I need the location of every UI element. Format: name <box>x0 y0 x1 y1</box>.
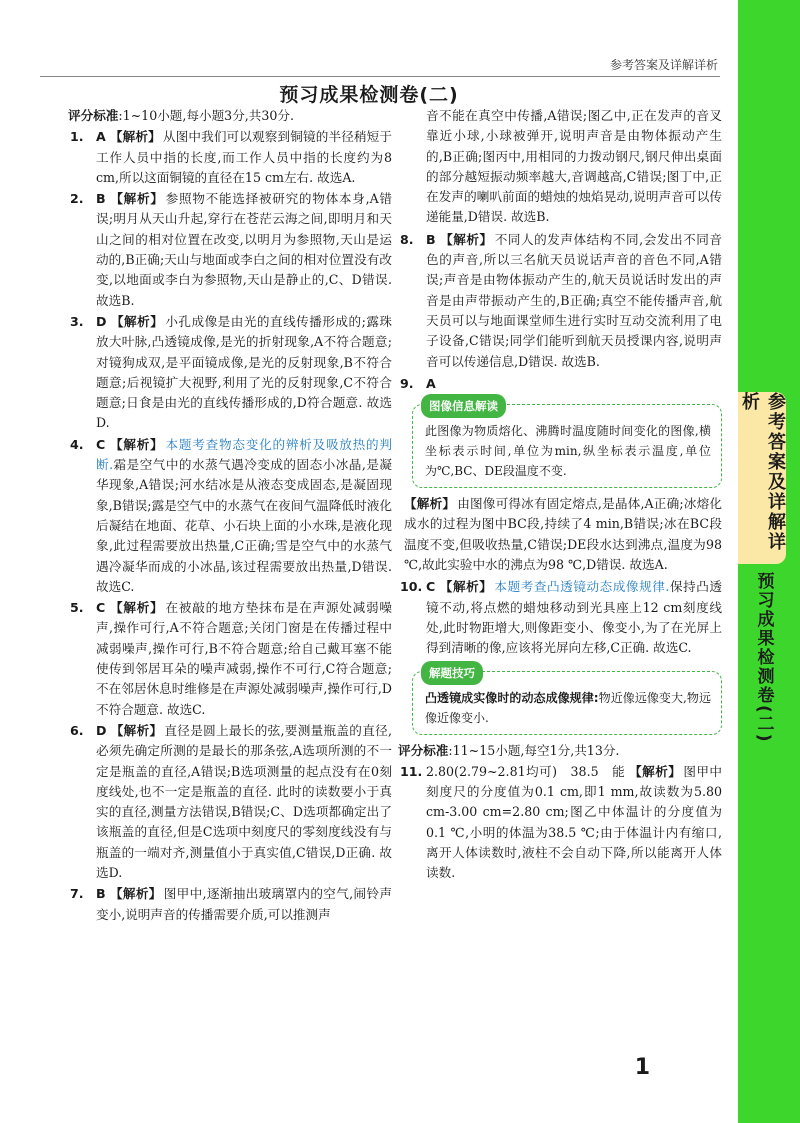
answer-item-9-analysis: 【解析】 由图像可得冰有固定熔点,是晶体,A正确;冰熔化成水的过程为图中BC段,持续了4 min,B错误;冰在BC段温度不变,但吸收热量,C错误;DE段水达到沸点,温度为98 ℃,故此实验中水的沸点为98 ℃,D错误. 故选A. <box>404 496 722 573</box>
answer-item-5: 5. C 【解析】 在被敲的地方垫抹布是在声源处减弱噪声,操作可行,A不符合题意;关闭门窗是在传播过程中减弱噪声,操作可行,B不符合题意;给自己戴耳塞不能使传到邻居耳朵的噪声减弱,操作不可行,C符合题意;不在邻居休息时维修是在声源处减弱噪声,操作可行,D不符合题意. 故选C. <box>70 600 393 717</box>
topic-highlight: 本题考查物态变化的辨析及吸放热的判断. <box>96 436 393 473</box>
answer-item-7: 7. B 【解析】 图甲中,逐渐抽出玻璃罩内的空气,闹铃声变小,说明声音的传播需要介质,可以推测声 <box>70 886 392 922</box>
topic-highlight: 本题考查凸透镜动态成像规律. <box>494 579 670 595</box>
side-subtitle: 预习成果检测卷(二) <box>753 572 774 744</box>
header-title: 参考答案及详解详析 <box>609 58 718 72</box>
right-column <box>398 106 723 884</box>
tip-bold: 凸透镜成实像时的动态成像规律: <box>425 690 599 705</box>
answer-item-4: 4. C 【解析】 本题考查物态变化的辨析及吸放热的判断.霜是空气中的水蒸气遇冷变成的固态小冰晶,是凝华现象,A错误;河水结冰是从液态变成固态,是凝固现象,B错误;露是空气中的水蒸气在夜间气温降低时液化后凝结在地面、花草、小石块上面的小水珠,是液化现象,此过程需要放出热量,C正确;雪是空气中的水蒸气遇冷凝华而成的小冰晶,该过程需要放出热量,D错误. 故选C. <box>70 436 393 594</box>
answer-item-2: 2. B 【解析】 参照物不能选择被研究的物体本身,A错误;明月从天山升起,穿行在苍茫云海之间,即明月和天山之间的相对位置在改变,以明月为参照物,天山是运动的,B正确;天山与地面或李白之间的相对位置没有改变,以地面或李白为参照物,天山是静止的,C、D错误. 故选B. <box>70 191 392 308</box>
tip-label: 解题技巧 <box>421 661 483 685</box>
image-info-box <box>412 399 722 488</box>
header-divider <box>40 76 720 77</box>
scoring-standard-2: 评分标准:11~15小题,每空1分,共13分. <box>398 742 620 758</box>
page-number: 1 <box>634 1055 650 1080</box>
answer-item-7-continued: 音不能在真空中传播,A错误;图乙中,正在发声的音叉靠近小球,小球被弹开,说明声音是由物体振动产生的,B正确;图丙中,用相同的力拨动钢尺,钢尺伸出桌面的部分越短振动频率越大,音调越高,C错误;图丁中,正在发声的喇叭前面的蜡烛的烛焰晃动,说明声音可以传递能量,D错误. 故选B. <box>426 108 722 225</box>
image-info-text: 此图像为物质熔化、沸腾时温度随时间变化的图像,横坐标表示时间,单位为min,纵坐标表示温度,单位为℃,BC、DE段温度不变. <box>425 424 711 479</box>
image-info-label: 图像信息解读 <box>421 394 506 418</box>
scoring-standard-1: 评分标准:1~10小题,每小题3分,共30分. <box>68 108 295 123</box>
answer-item-8: 8. B 【解析】 不同人的发声体结构不同,会发出不同音色的声音,所以三名航天员说话声音的音色不同,A错误;声音是由物体振动产生的,航天员说话时发出的声音是由声带振动产生的,B正确;真空不能传播声音,航天员可以与地面课堂师生进行实时互动交流利用了电子设备,C错误;同学们能听到航天员授课内容,说明声音可以传递信息,D错误. 故选B. <box>400 231 723 369</box>
answer-item-11: 11. 2.80(2.79~2.81均可) 38.5 能 【解析】 图甲中刻度尺的分度值为0.1 cm,即1 mm,故读数为5.80 cm-3.00 cm=2.80 cm;图乙中体温计的分度值为0.1 ℃,小明的体温为38.5 ℃;由于体温计内有缩口,离开人体读数时,液柱不会自动下降,所以能离开人体读数. <box>400 763 723 881</box>
tip-text: 物近像远像变大,物远像近像变小. <box>425 690 711 725</box>
answer-item-6: 6. D 【解析】 直径是圆上最长的弦,要测量瓶盖的直径,必须先确定所测的是最长的那条弦,A选项所测的不一定是瓶盖的直径,A错误;B选项测量的起点没有在0刻度线处,也不一定是瓶盖的直径. 此时的读数要小于真实的直径,测量方法错误,B错误;C、D选项都确定出了该瓶盖的直径,但是C选项中刻度尺的零刻度线没有与瓶盖的一端对齐,测量值小于真实值,C错误,D正确. 故选D. <box>70 722 393 880</box>
side-tab: 参考答案及详解详析 <box>738 392 786 564</box>
answer-item-10: 10. C 【解析】 本题考查凸透镜动态成像规律.保持凸透镜不动,将点燃的蜡烛移动到光具座上12 cm刻度线处,此时物距增大,则像距变小、像变小,为了在光屏上得到清晰的像,应该将光屏向左移,C正确. 故选C. <box>400 579 723 656</box>
tip-box <box>412 665 722 735</box>
left-column <box>68 106 393 925</box>
answer-item-3: 3. D 【解析】 小孔成像是由光的直线传播形成的;露珠放大叶脉,凸透镜成像,是光的折射现象,A不符合题意;对镜狗成双,是平面镜成像,是光的反射现象,B不符合题意;后视镜扩大视野,利用了光的反射现象,C不符合题意;日食是由光的直线传播形成的,D符合题意. 故选D. <box>70 313 393 431</box>
page-title: 预习成果检测卷(二) <box>279 84 459 106</box>
answer-item-9: 9. A <box>400 375 436 391</box>
answer-item-1: 1. A 【解析】 从图中我们可以观察到铜镜的半径稍短于工作人员中指的长度,而工作人员中指的长度约为8 cm,所以这面铜镜的直径在15 cm左右. 故选A. <box>70 129 393 185</box>
